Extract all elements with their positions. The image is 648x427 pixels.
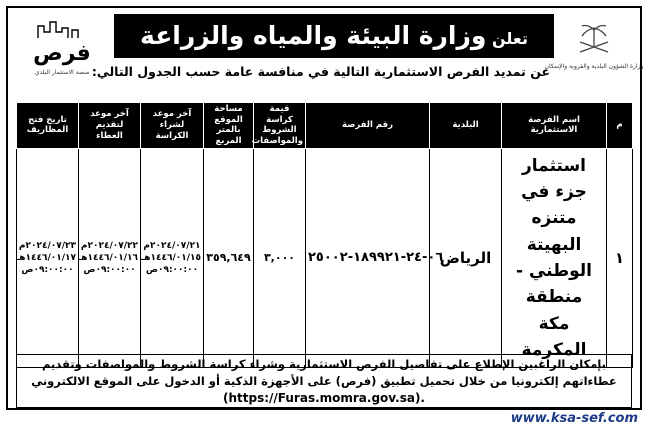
buy-time: ٠٩:٠٠:٠٠ص <box>145 264 199 275</box>
advertisement-frame <box>6 6 642 410</box>
buy-hijri: ١٤٤٦/٠١/١٥هـ <box>141 252 201 263</box>
submit-hijri: ١٤٤٦/٠١/١٦هـ <box>78 252 138 263</box>
furas-logo-caption: منصة الاستثمار البلدي <box>34 69 90 76</box>
cell-price: ٣,٠٠٠ <box>254 148 306 368</box>
col-header-buy-deadline: آخر موعد لشراء الكراسة <box>141 103 204 149</box>
cell-municipality: الرياض <box>430 148 502 368</box>
announcement-banner <box>114 14 554 58</box>
instructions-line-2: عطاءاتهم إلكترونيا من خلال تحميل تطبيق (فرص) على الأجهزة الذكية أو الدخول على الموقع الالكتروني <box>31 374 617 388</box>
ad-header <box>8 8 644 88</box>
palm-swords-emblem-icon <box>544 16 644 80</box>
cell-buy-deadline <box>141 148 204 368</box>
instructions-box <box>16 354 632 408</box>
col-header-area: مساحة الموقع بالمتر المربع <box>204 103 254 149</box>
furas-logo-text: فرص <box>33 41 91 66</box>
cell-submit-deadline <box>79 148 141 368</box>
ministry-logo <box>544 16 644 80</box>
submit-gregorian: ٢٠٢٤/٠٧/٢٢م <box>80 240 138 251</box>
opportunities-table <box>16 102 633 368</box>
site-watermark: www.ksa-sef.com <box>510 411 638 426</box>
announcement-subtitle: عن تمديد الفرص الاستثمارية التالية في منافسة عامة حسب الجدول التالي: <box>91 64 550 79</box>
cell-number: ٠٦-٢٤-١٨٩٩٢١-٢٥٠٠٢ <box>306 148 430 368</box>
instructions-line-1: بإمكان الراغبين الإطلاع على تفاصيل الفرص الاستثمارية وشراء كراسة الشروط والمواصفات وتقديم <box>42 357 606 371</box>
table-header-row <box>17 103 633 149</box>
cell-area: ٣٥٩,٦٤٩ <box>204 148 254 368</box>
col-header-price: قيمة كراسة الشروط والمواصفات <box>254 103 306 149</box>
col-header-open-date: تاريخ فتح المظاريف <box>17 103 79 149</box>
table-row <box>17 148 633 368</box>
open-hijri: ١٤٤٦/٠١/١٧هـ <box>16 252 76 263</box>
ministry-logo-caption: وزارة الشؤون البلدية والقروية والإسكان <box>544 63 644 70</box>
col-header-opportunity: اسم الفرصة الاستثمارية <box>502 103 607 149</box>
open-gregorian: ٢٠٢٤/٠٧/٢٣م <box>18 240 76 251</box>
announce-verb: تعلن <box>491 29 528 48</box>
col-header-submit-deadline: آخر موعد لتقديم العطاء <box>79 103 141 149</box>
website-url[interactable]: (https://Furas.momra.gov.sa). <box>222 391 425 405</box>
buy-gregorian: ٢٠٢٤/٠٧/٢١م <box>143 240 201 251</box>
cell-opportunity: استثمار جزء في متنزه البهيتة الوطني - منطقة مكة المكرمة <box>502 148 607 368</box>
col-header-municipality: البلدية <box>430 103 502 149</box>
col-header-number: رقم الفرصة <box>306 103 430 149</box>
ministry-name: وزارة البيئة والمياه والزراعة <box>140 21 487 50</box>
cell-idx: ١ <box>607 148 633 368</box>
open-time: ٠٩:٠٠:٠٠ص <box>21 264 74 275</box>
submit-time: ٠٩:٠٠:٠٠ص <box>83 264 136 275</box>
cell-open-date <box>17 148 79 368</box>
col-header-idx: م <box>607 103 633 149</box>
